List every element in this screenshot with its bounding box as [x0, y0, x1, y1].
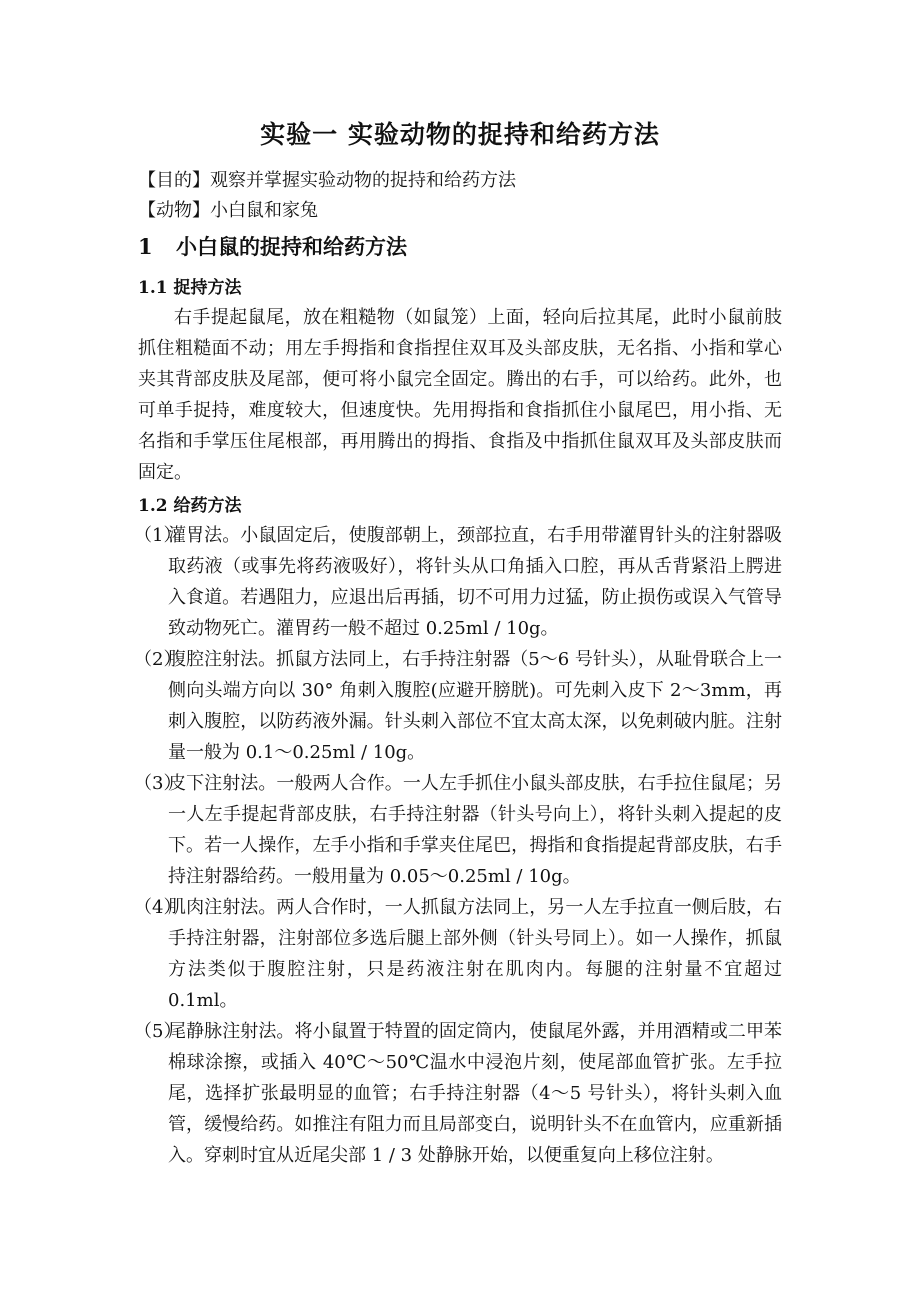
item-marker: （3）: [134, 773, 182, 794]
section-1-title: 小白鼠的捉持和给药方法: [176, 234, 407, 259]
item-text: 皮下注射法。一般两人合作。一人左手抓住小鼠头部皮肤，右手拉住鼠尾；另一人左手提起背部皮肤，右手持注射器（针头号向上），将针头刺入提起的皮下。若一人操作，左手小指和手掌夹住尾巴，拇指和食指提起背部皮肤，右手持注射器给药。一般用量为 0.05～0.25ml / 10g。: [168, 773, 782, 887]
item-text: 灌胃法。小鼠固定后，使腹部朝上，颈部拉直，右手用带灌胃针头的注射器吸取药液（或事先将药液吸好），将针头从口角插入口腔，再从舌背紧沿上腭进入食道。若遇阻力，应退出后再插，切不可用力过猛，防止损伤或误入气管导致动物死亡。灌胃药一般不超过 0.25ml / 10g。: [168, 525, 782, 639]
purpose-line: 【目的】观察并掌握实验动物的捉持和给药方法: [138, 170, 516, 191]
item-text: 腹腔注射法。抓鼠方法同上，右手持注射器（5～6 号针头），从耻骨联合上一侧向头端方向以 30° 角刺入腹腔(应避开膀胱)。可先刺入皮下 2～3mm，再刺入腹腔，以防药液外漏。针头刺入部位不宜太高太深，以免刺破内脏。注射量一般为 0.1～0.25ml / 10g。: [168, 649, 782, 763]
method-item-4: [134, 892, 782, 1016]
item-marker: （4）: [134, 897, 182, 918]
section-1-heading: [138, 230, 782, 264]
section-1-number: 1: [138, 234, 153, 259]
section-1-1-body: 右手提起鼠尾，放在粗糙物（如鼠笼）上面，轻向后拉其尾，此时小鼠前肢抓住粗糙面不动；用左手拇指和食指捏住双耳及头部皮肤，无名指、小指和掌心夹其背部皮肤及尾部，便可将小鼠完全固定。腾出的右手，可以给药。此外，也可单手捉持，难度较大，但速度快。先用拇指和食指抓住小鼠尾巴，用小指、无名指和手掌压住尾根部，再用腾出的拇指、食指及中指抓住鼠双耳及头部皮肤而固定。: [138, 307, 782, 483]
method-item-3: [134, 768, 782, 892]
item-marker: （1）: [134, 525, 182, 546]
section-1-1-heading: 1.1 捉持方法: [138, 278, 242, 298]
item-marker: （2）: [134, 649, 182, 670]
section-1-2-heading: 1.2 给药方法: [138, 496, 242, 516]
item-marker: （5）: [134, 1021, 182, 1042]
method-item-2: [134, 644, 782, 768]
animals-line: 【动物】小白鼠和家兔: [138, 200, 318, 221]
item-text: 尾静脉注射法。将小鼠置于特置的固定筒内，使鼠尾外露，并用酒精或二甲苯棉球涂擦，或插入 40℃～50℃温水中浸泡片刻，使尾部血管扩张。左手拉尾，选择扩张最明显的血管；右手持注射器（4～5 号针头），将针头刺入血管，缓慢给药。如推注有阻力而且局部变白，说明针头不在血管内，应重新插入。穿刺时宜从近尾尖部 1 / 3 处静脉开始，以便重复向上移位注射。: [168, 1021, 782, 1166]
item-text: 肌肉注射法。两人合作时，一人抓鼠方法同上，另一人左手拉直一侧后肢，右手持注射器，注射部位多选后腿上部外侧（针头号同上）。如一人操作，抓鼠方法类似于腹腔注射，只是药液注射在肌肉内。每腿的注射量不宜超过 0.1ml。: [168, 897, 782, 1011]
method-item-1: [134, 520, 782, 644]
method-item-5: [134, 1016, 782, 1171]
document-title: 实验一 实验动物的捉持和给药方法: [260, 120, 660, 149]
